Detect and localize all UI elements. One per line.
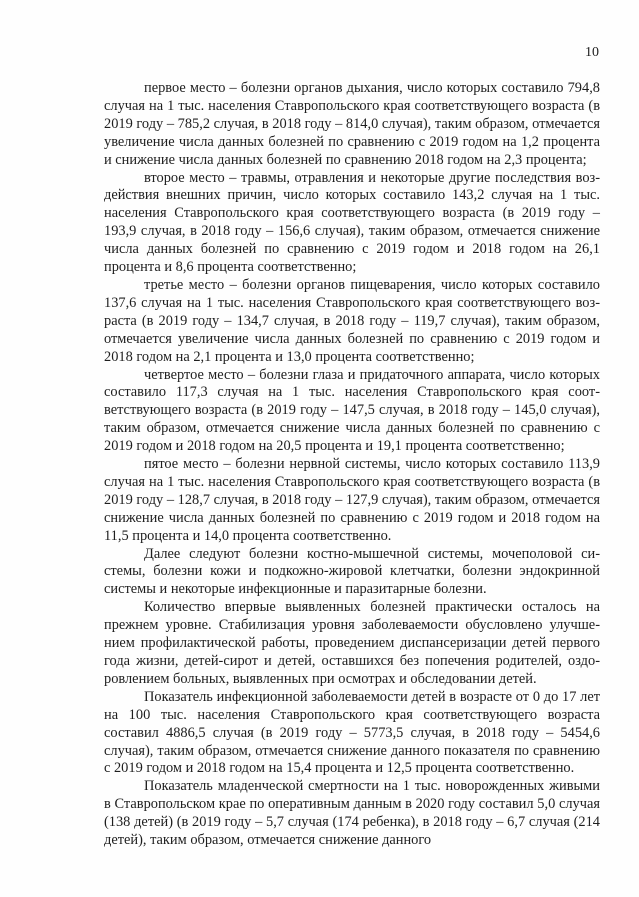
paragraph-fifth-place: пятое место – болезни нервной системы, число которых составило 113,9 случая на 1 тыс. населения Ставропольского края соответствующего возраста (в 2019 году – 128,7 случая, в 2018 году – 127,9 случая), таким образом, отмечается снижение числа данных болезней по сравнению с 2019 годом и 2018 годом на 11,5 процента и 14,0 процента соответственно. <box>104 456 600 544</box>
paragraph-first-place: первое место – болезни органов дыхания, число которых составило 794,8 случая на 1 тыс. населения Ставропольского края соответствующего возраста (в 2019 году – 785,2 случая, в 2018 году – 814,0 случая), таким образом, отмечается увеличение числа данных болезней по сравнению с 2019 годом на 1,2 процента и снижение числа данных болезней по сравнению 2018 годом на 2,3 процента; <box>104 80 600 168</box>
paragraph-fourth-place: четвертое место – болезни глаза и придаточного аппарата, число которых составило 117,3 случая на 1 тыс. населения Ставропольского края соответствующего возраста (в 2019 году – 147,5 случая, в 2018 году – 145,0 случая), таким образом, отмечается снижение числа данных болезней по сравнению с 2019 годом и 2018 годом на 20,5 процента и 19,1 процента соответственно; <box>104 366 600 455</box>
page-number: 10 <box>585 45 599 60</box>
paragraph-new-diseases: Количество впервые выявленных болезней практически осталось на прежнем уровне. Стабилизация уровня заболеваемости обусловлено улучшением профилактической работы, проведением диспансеризации детей первого года жизни, детей-сирот и детей, оставшихся без попечения родителей, оздоровлением больных, выявленных при осмотрах и обследовании детей. <box>104 599 600 687</box>
paragraph-second-place: второе место – травмы, отравления и некоторые другие последствия воздействия внешних причин, число которых составило 143,2 случая на 1 тыс. населения Ставропольского края соответствующего возраста (в 2019 году – 193,9 случая, в 2018 году – 156,6 случая), таким образом, отмечается снижение числа данных болезней по сравнению с 2019 годом и 2018 годом на 26,1 процента и 8,6 процента соответственно; <box>104 169 600 276</box>
document-body <box>104 80 600 850</box>
paragraph-infection-rate: Показатель инфекционной заболеваемости детей в возрасте от 0 до 17 лет на 100 тыс. населения Ставропольского края соответствующего возраста составил 4886,5 случая (в 2019 году – 5773,5 случая, в 2018 году – 5454,6 случая), таким образом, отмечается снижение данного показателя по сравнению с 2019 годом и 2018 годом на 15,4 процента и 12,5 процента соответственно. <box>104 688 600 777</box>
paragraph-infant-mortality: Показатель младенческой смертности на 1 тыс. новорожденных живыми в Ставропольском крае по оперативным данным в 2020 году составил 5,0 случая (138 детей) (в 2019 году – 5,7 случая (174 ребенка), в 2018 году – 6,7 случая (214 детей), таким образом, отмечается снижение данного <box>104 778 600 849</box>
paragraph-other-diseases: Далее следуют болезни костно-мышечной системы, мочеполовой системы, болезни кожи и подкожно-жировой клетчатки, болезни эндокринной системы и некоторые инфекционные и паразитарные болезни. <box>104 545 600 598</box>
paragraph-third-place: третье место – болезни органов пищеварения, число которых составило 137,6 случая на 1 тыс. населения Ставропольского края соответствующего возраста (в 2019 году – 134,7 случая, в 2018 году – 119,7 случая), таким образом, отмечается увеличение числа данных болезней по сравнению с 2019 годом и 2018 годом на 2,1 процента и 13,0 процента соответственно; <box>104 276 600 365</box>
